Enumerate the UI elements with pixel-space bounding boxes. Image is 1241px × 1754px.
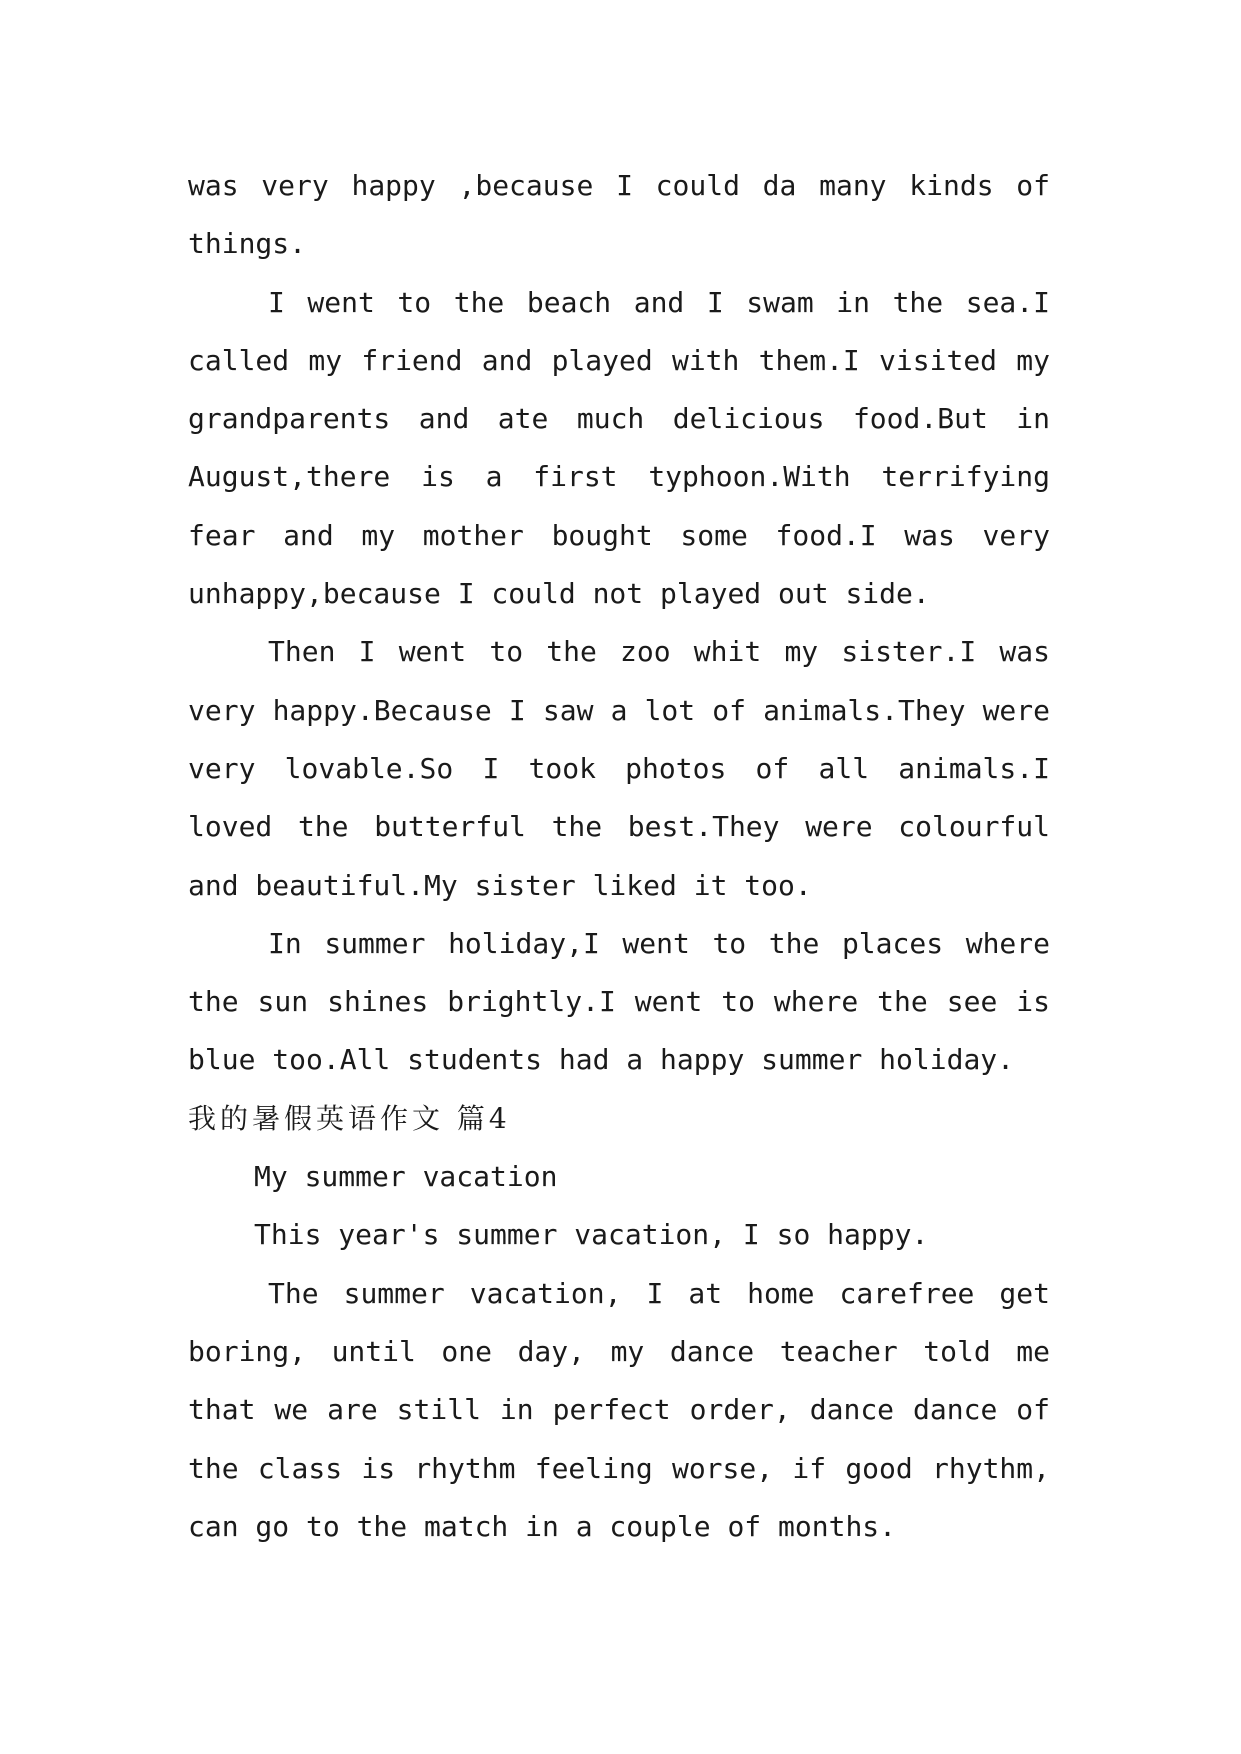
text-line: called my friend and played with them.I visited my xyxy=(188,343,1050,377)
paragraph-first-line: I went to the beach and I swam in the sea.I xyxy=(268,285,1050,319)
paragraph-first-line: Then I went to the zoo whit my sister.I was xyxy=(268,635,1050,669)
text-line: loved the butterful the best.They were colourful xyxy=(188,810,1050,844)
document-page xyxy=(188,157,1050,1556)
text-line: that we are still in perfect order, dance dance of xyxy=(188,1393,1050,1427)
text-line: can go to the match in a couple of months. xyxy=(188,1509,897,1543)
text-line: unhappy,because I could not played out side. xyxy=(188,577,930,611)
text-line: boring, until one day, my dance teacher told me xyxy=(188,1334,1050,1368)
paragraph-first-line: This year's summer vacation, I so happy. xyxy=(254,1218,929,1252)
essay-title: My summer vacation xyxy=(254,1160,558,1194)
text-line: was very happy ,because I could da many kinds of xyxy=(188,169,1050,202)
text-line: things. xyxy=(188,227,307,261)
text-line: the sun shines brightly.I went to where the see is xyxy=(188,985,1050,1019)
text-line: fear and my mother bought some food.I was very xyxy=(188,518,1050,552)
paragraph-first-line: In summer holiday,I went to the places where xyxy=(268,926,1050,960)
text-line: and beautiful.My sister liked it too. xyxy=(188,868,812,902)
text-line: blue too.All students had a happy summer holiday. xyxy=(188,1043,1015,1077)
text-line: the class is rhythm feeling worse, if good rhythm, xyxy=(188,1451,1050,1485)
section-heading: 我的暑假英语作文 篇4 xyxy=(188,1101,511,1135)
text-line: August,there is a first typhoon.With terrifying xyxy=(188,460,1050,494)
text-line: grandparents and ate much delicious food.But in xyxy=(188,402,1050,436)
text-line: very happy.Because I saw a lot of animals.They were xyxy=(188,693,1050,727)
text-line: very lovable.So I took photos of all animals.I xyxy=(188,751,1050,785)
paragraph-first-line: The summer vacation, I at home carefree get xyxy=(268,1276,1050,1310)
